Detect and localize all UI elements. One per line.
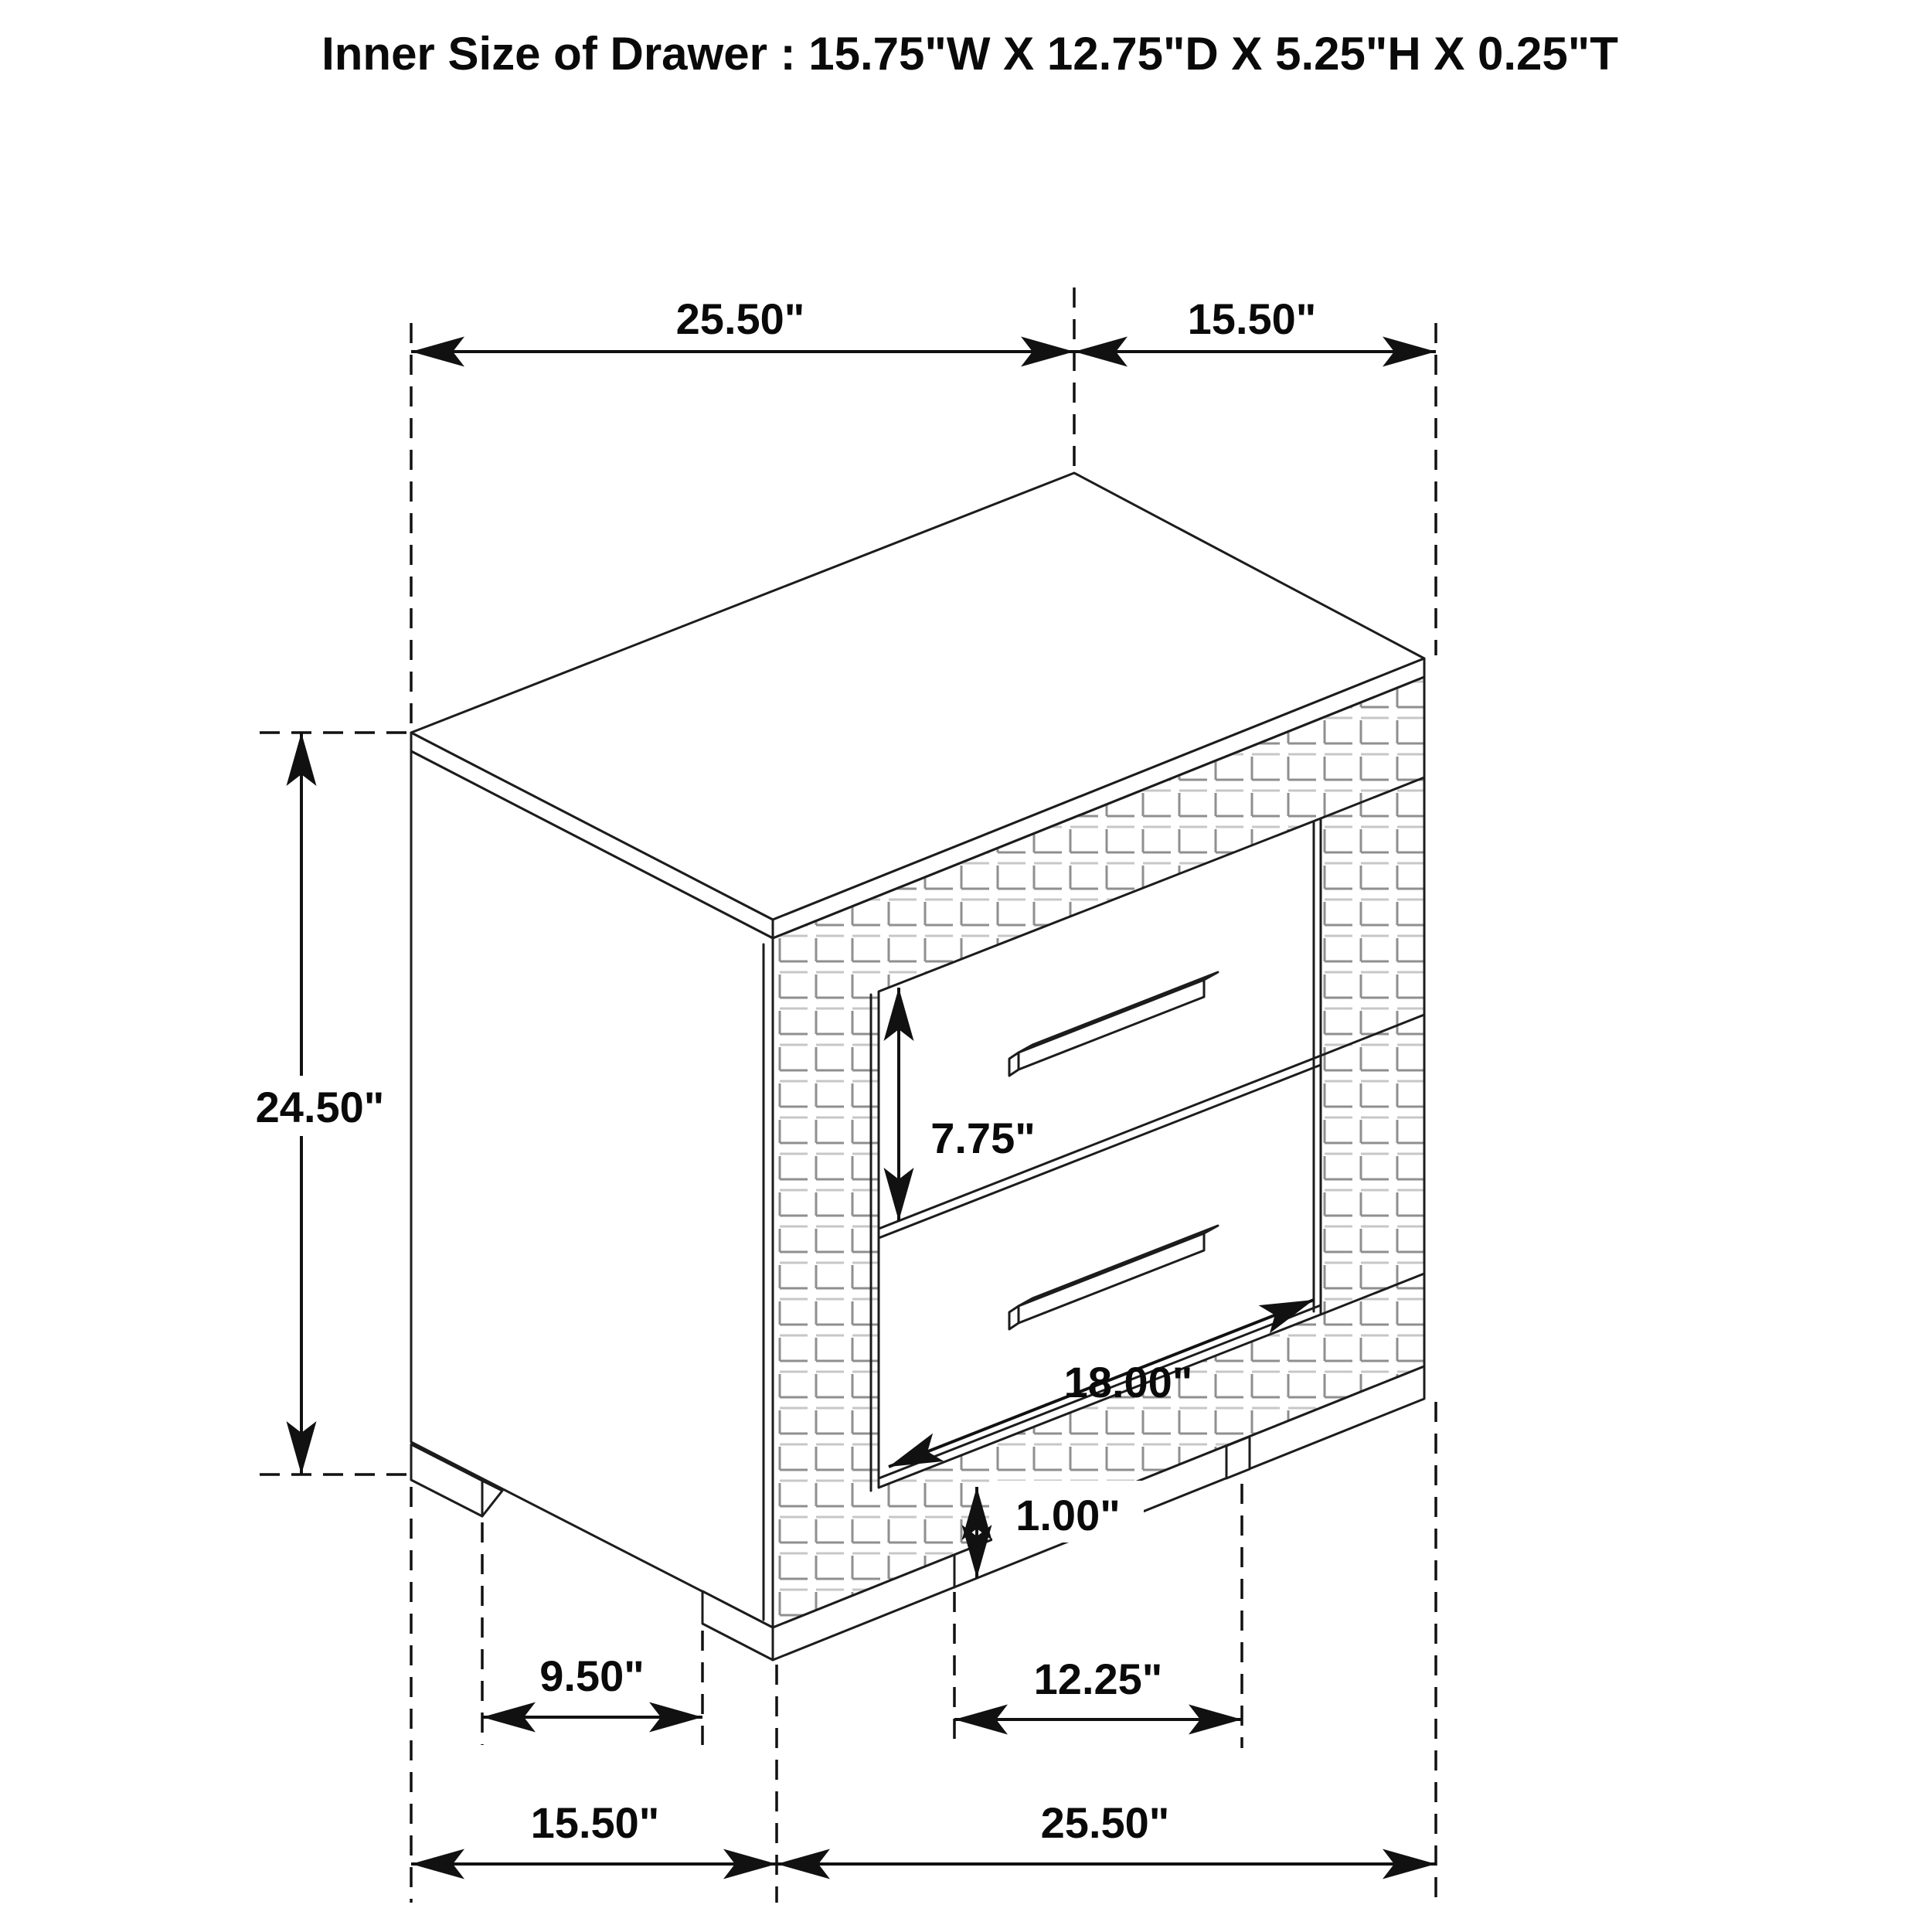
dim-label-left-feet-gap: 9.50" [539,1651,645,1700]
dim-label-drawer-front-height: 7.75" [930,1114,1036,1162]
dim-label-front-feet-gap: 12.25" [1033,1655,1163,1703]
dim-label-base-height: 1.00" [1015,1491,1121,1539]
dim-label-bottom-depth: 15.50" [530,1798,660,1847]
dim-label-height: 24.50" [255,1083,385,1131]
dim-label-top-depth: 15.50" [1187,294,1317,343]
dim-label-top-width: 25.50" [675,294,805,343]
page-title: Inner Size of Drawer : 15.75"W X 12.75"D X 5.25"H X 0.25"T [321,28,1618,80]
nightstand-drawing [411,473,1424,1660]
dim-label-bottom-width: 25.50" [1040,1798,1170,1847]
dim-label-drawer-width: 18.00" [1063,1358,1193,1406]
